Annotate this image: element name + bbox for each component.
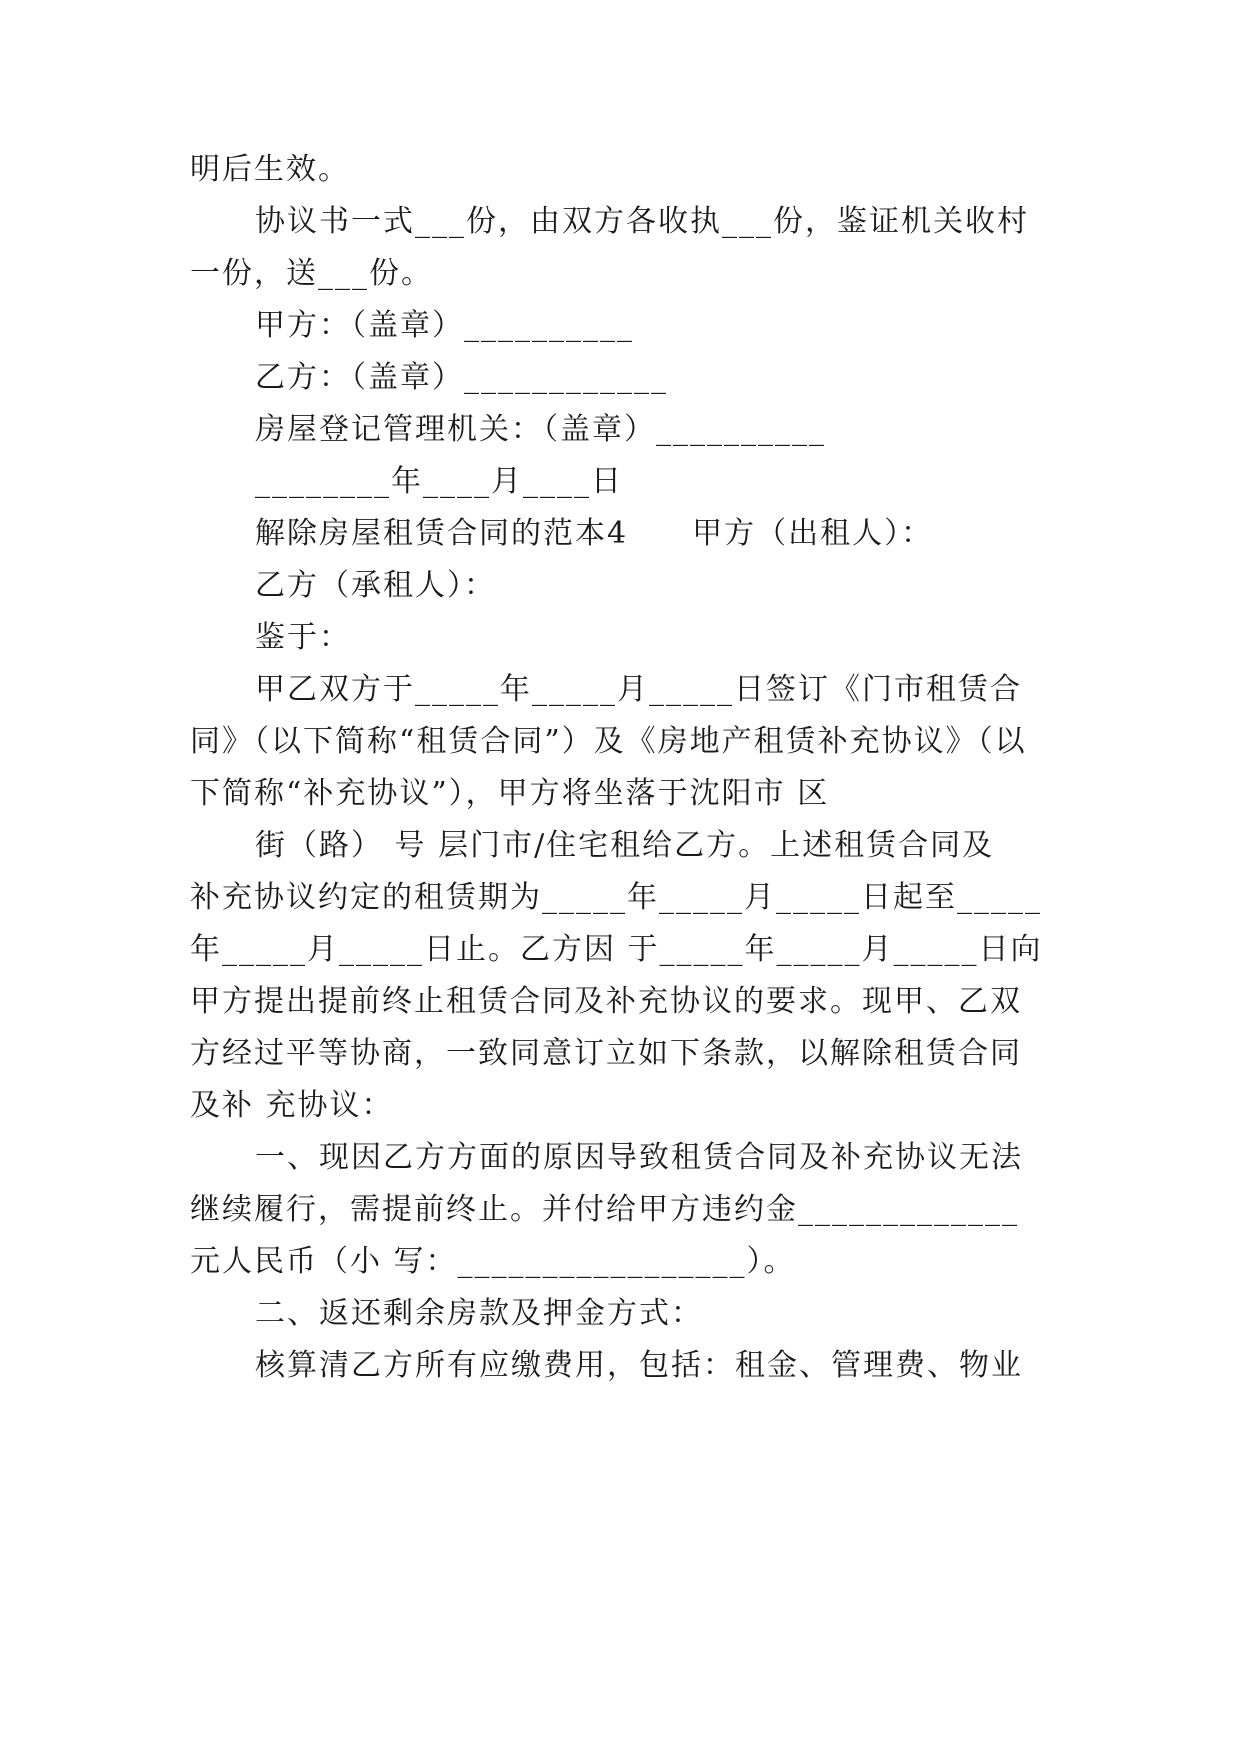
text-line: 年_____月_____日止。乙方因 于_____年_____月_____日向 [190,932,1043,967]
text-line: 下简称“补充协议”），甲方将坐落于沈阳市 区 [190,776,830,811]
text-line: 街（路） 号 层门市/住宅租给乙方。上述租赁合同及 [255,828,995,863]
clause-1: 一、现因乙方方面的原因导致租赁合同及补充协议无法 [255,1140,1023,1175]
text-line: 核算清乙方所有应缴费用，包括：租金、管理费、物业 [255,1348,1023,1383]
text-line: 一份，送___份。 [190,256,433,291]
text-line: 甲方提出提前终止租赁合同及补充协议的要求。现甲、乙双 [190,984,1022,1019]
text-line: 及补 充协议： [190,1088,394,1123]
signature-line-registry: 房屋登记管理机关：（盖章）__________ [255,412,826,447]
clause-2: 二、返还剩余房款及押金方式： [255,1296,703,1331]
text-line: 乙方（承租人）： [255,568,496,603]
text-line: 元人民币（小 写：_________________）。 [190,1244,796,1279]
text-line: 补充协议约定的租赁期为_____年_____月_____日起至_____ [190,880,1042,915]
signature-line-party-b: 乙方：（盖章）____________ [255,360,668,395]
text-line: 继续履行，需提前终止。并付给甲方违约金_____________ [190,1192,1019,1227]
section-heading: 解除房屋租赁合同的范本4 甲方（出租人）： [255,516,934,551]
text-line: 甲乙双方于_____年_____月_____日签订《门市租赁合 [255,672,1022,707]
text-line: 方经过平等协商，一致同意订立如下条款，以解除租赁合同 [190,1036,1022,1071]
date-line: ________年____月____日 [255,464,623,499]
signature-line-party-a: 甲方：（盖章）__________ [255,308,634,343]
text-line: 同》（以下简称“租赁合同”）及《房地产租赁补充协议》（以 [190,724,1027,759]
text-line: 明后生效。 [190,152,350,187]
text-line: 协议书一式___份，由双方各收执___份，鉴证机关收村 [255,204,1029,239]
text-line: 鉴于： [255,620,351,655]
